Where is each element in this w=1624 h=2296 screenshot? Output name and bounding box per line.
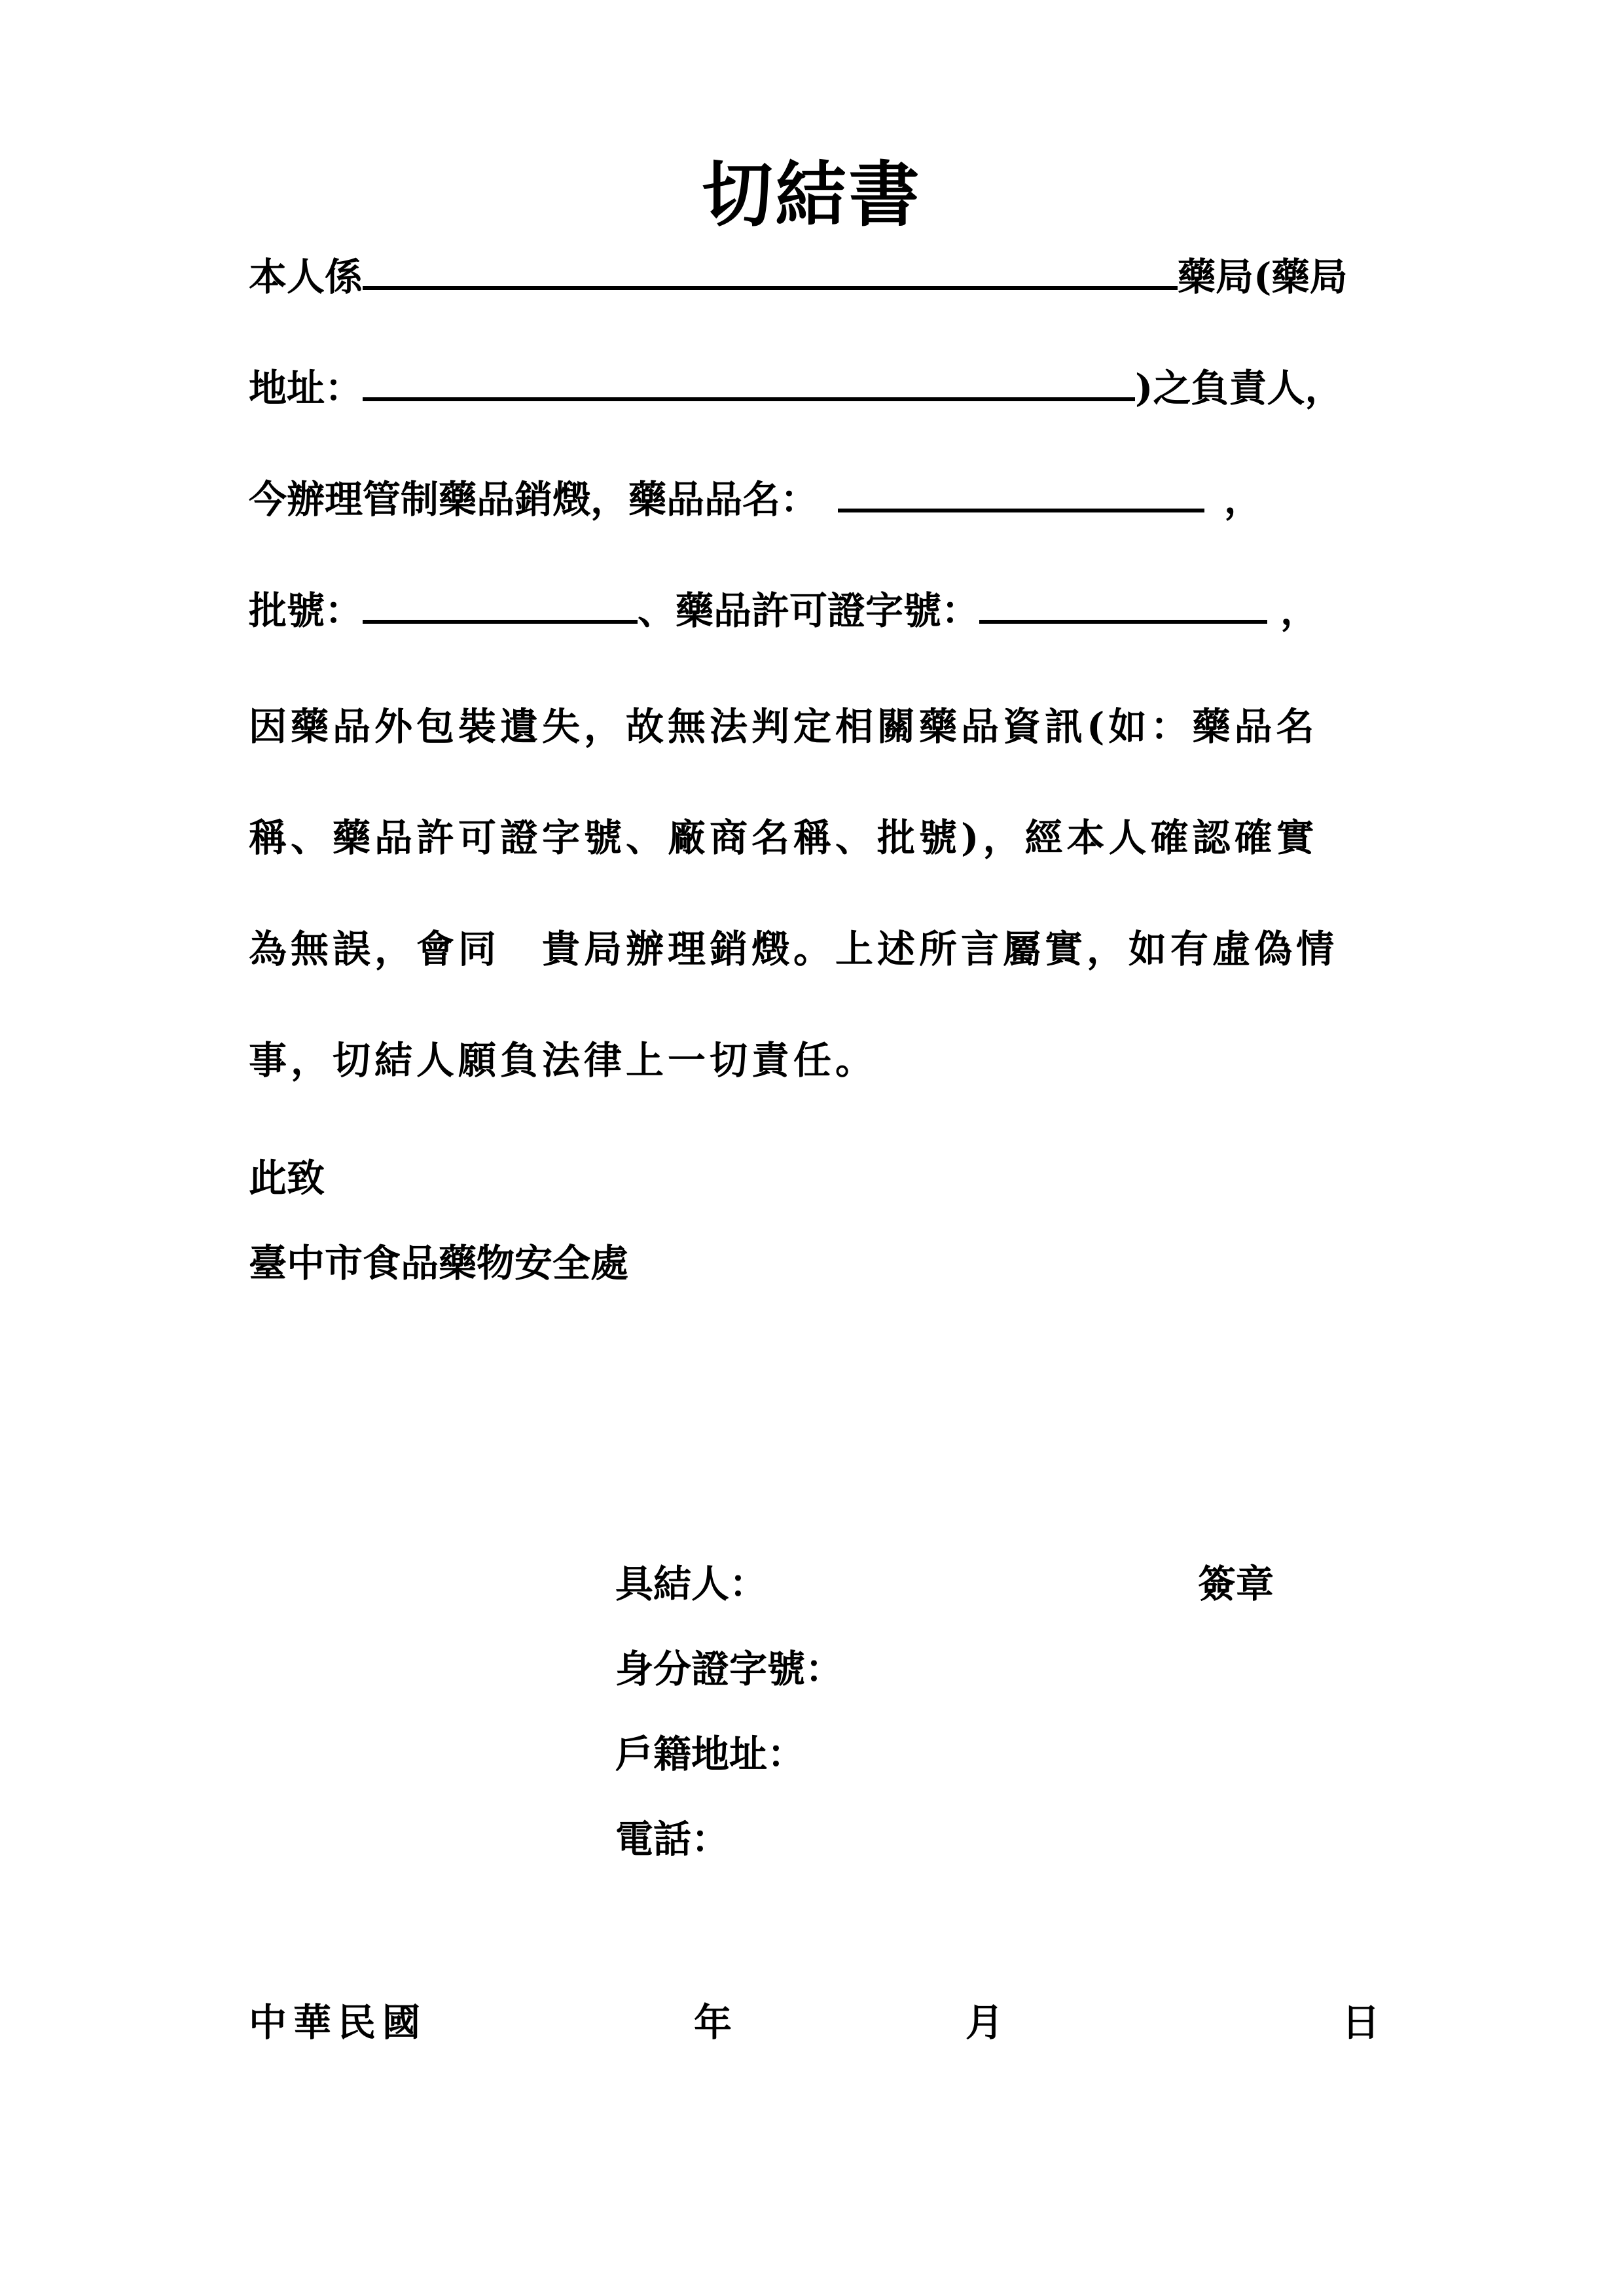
recipient: 臺中市食品藥物安全處 xyxy=(249,1241,629,1285)
date-month: 月 xyxy=(965,2000,1004,2045)
phone-label: 電話： xyxy=(615,1817,730,1861)
pharmacy-name-suffix: 藥局(藥局 xyxy=(1178,255,1348,299)
body-line-1: 因藥品外包裝遺失，故無法判定相關藥品資訊(如：藥品名 xyxy=(249,704,1318,749)
declarant-label: 具結人： xyxy=(615,1562,768,1606)
batch-number-prefix: 批號： xyxy=(249,588,363,633)
body-line-4: 事，切結人願負法律上一切責任。 xyxy=(249,1038,878,1083)
drug-name-line xyxy=(249,468,1262,526)
id-number-label: 身分證字號： xyxy=(615,1647,844,1691)
date-day: 日 xyxy=(1342,2000,1380,2045)
pharmacy-name-blank[interactable] xyxy=(363,245,1178,290)
body-line-3: 為無誤，會同 貴局辦理銷燬。上述所言屬實，如有虛偽情 xyxy=(249,927,1339,971)
document-title: 切結書 xyxy=(702,154,922,236)
salutation: 此致 xyxy=(249,1156,325,1200)
pharmacy-address-suffix: )之負責人， xyxy=(1135,366,1343,410)
pharmacy-name-prefix: 本人係 xyxy=(249,255,363,299)
batch-license-suffix: ， xyxy=(1280,588,1319,633)
pharmacy-address-line xyxy=(249,357,1343,414)
license-number-blank[interactable] xyxy=(979,579,1267,624)
seal-label: 簽章 xyxy=(1198,1562,1274,1606)
date-era: 中華民國 xyxy=(249,2000,427,2045)
date-year: 年 xyxy=(694,2000,732,2045)
batch-number-blank[interactable] xyxy=(363,579,638,624)
household-address-label: 戶籍地址： xyxy=(615,1732,806,1776)
batch-license-line xyxy=(249,579,1318,637)
pharmacy-address-blank[interactable] xyxy=(363,357,1135,401)
pharmacy-address-prefix: 地址： xyxy=(249,366,363,410)
body-line-2: 稱、藥品許可證字號、廠商名稱、批號)，經本人確認確實 xyxy=(249,816,1318,860)
drug-name-suffix: ， xyxy=(1224,477,1263,522)
pharmacy-name-line xyxy=(249,245,1347,303)
drug-name-prefix: 今辦理管制藥品銷燬，藥品品名： xyxy=(249,477,819,522)
drug-name-blank[interactable] xyxy=(838,468,1204,512)
license-number-prefix: 、藥品許可證字號： xyxy=(638,588,980,633)
